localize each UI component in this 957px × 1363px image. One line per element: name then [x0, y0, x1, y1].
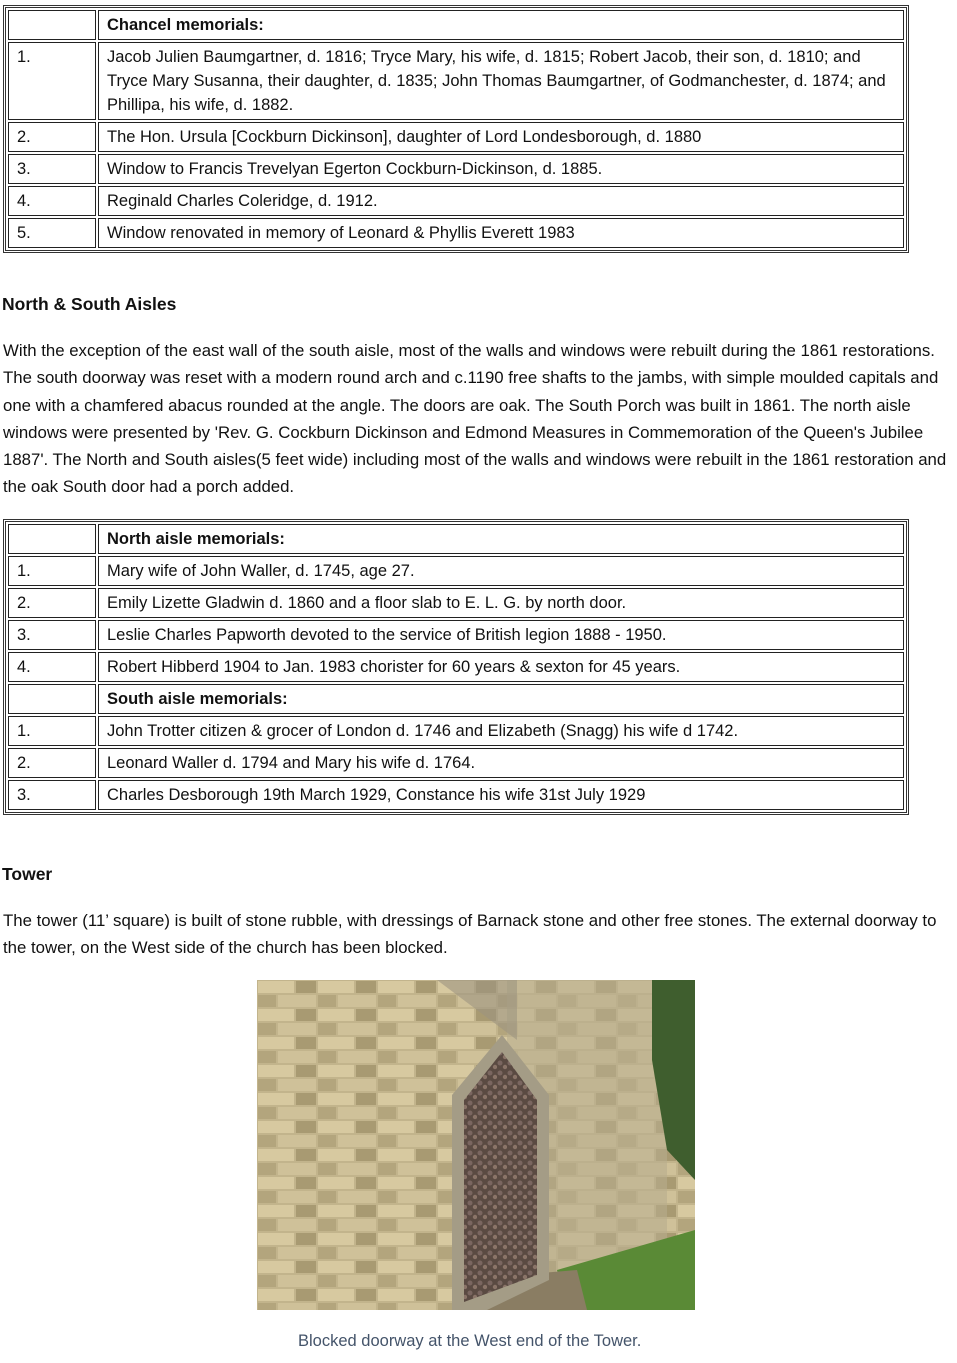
row-text: John Trotter citizen & grocer of London d. 1746 and Elizabeth (Snagg) his wife d 1742. — [98, 716, 904, 746]
table-row — [8, 556, 904, 586]
table-header-row — [8, 524, 904, 554]
row-number: 5. — [8, 218, 96, 248]
row-text: Window to Francis Trevelyan Egerton Cockburn-Dickinson, d. 1885. — [98, 154, 904, 184]
row-text: Charles Desborough 19th March 1929, Constance his wife 31st July 1929 — [98, 780, 904, 810]
row-number: 2. — [8, 122, 96, 152]
table-row — [8, 716, 904, 746]
table-row — [8, 748, 904, 778]
table-header-row — [8, 684, 904, 714]
row-text: Window renovated in memory of Leonard & Phyllis Everett 1983 — [98, 218, 904, 248]
row-text: Jacob Julien Baumgartner, d. 1816; Tryce Mary, his wife, d. 1815; Robert Jacob, their son, d. 1810; and Tryce Mary Susanna, their daughter, d. 1835; John Thomas Baumgartner, of Godmanchester, d. 1874; and Phillipa, his wife, d. 1882. — [98, 42, 904, 120]
row-text: Robert Hibberd 1904 to Jan. 1983 chorister for 60 years & sexton for 45 years. — [98, 652, 904, 682]
row-text: Mary wife of John Waller, d. 1745, age 27. — [98, 556, 904, 586]
row-number: 1. — [8, 716, 96, 746]
table-row — [8, 780, 904, 810]
tower-doorway-photo — [257, 980, 695, 1310]
row-number: 4. — [8, 186, 96, 216]
row-number: 3. — [8, 154, 96, 184]
row-text: The Hon. Ursula [Cockburn Dickinson], daughter of Lord Londesborough, d. 1880 — [98, 122, 904, 152]
row-number: 1. — [8, 556, 96, 586]
table-row — [8, 620, 904, 650]
table-row — [8, 122, 904, 152]
header-num-cell — [8, 684, 96, 714]
row-number: 3. — [8, 620, 96, 650]
row-number: 2. — [8, 748, 96, 778]
chancel-heading: Chancel memorials: — [98, 10, 904, 40]
row-number: 4. — [8, 652, 96, 682]
header-num-cell — [8, 524, 96, 554]
aisles-heading: North & South Aisles — [2, 294, 177, 314]
row-text: Leslie Charles Papworth devoted to the service of British legion 1888 - 1950. — [98, 620, 904, 650]
south-aisle-heading: South aisle memorials: — [98, 684, 904, 714]
row-number: 1. — [8, 42, 96, 120]
table-row — [8, 154, 904, 184]
row-text: Leonard Waller d. 1794 and Mary his wife d. 1764. — [98, 748, 904, 778]
aisle-memorials-table — [3, 519, 909, 815]
aisles-paragraph: With the exception of the east wall of the south aisle, most of the walls and windows were rebuilt during the 1861 restorations. The south doorway was reset with a modern round arch and c.1190 free shafts to the jambs, with simple moulded capitals and one with a chamfered abacus rounded at the angle. The doors are oak. The South Porch was built in 1861. The north aisle windows were presented by 'Rev. G. Cockburn Dickinson and Edmond Measures in Commemoration of the Queen's Jubilee 1887'. The North and South aisles(5 feet wide) including most of the walls and windows were rebuilt in the 1861 restoration and the oak South door had a porch added. — [3, 341, 947, 497]
tower-heading: Tower — [2, 864, 53, 884]
row-number: 2. — [8, 588, 96, 618]
table-row — [8, 588, 904, 618]
tower-paragraph: The tower (11’ square) is built of stone rubble, with dressings of Barnack stone and other free stones. The external doorway to the tower, on the West side of the church has been blocked. — [3, 911, 937, 958]
table-header-row — [8, 10, 904, 40]
photo-caption: Blocked doorway at the West end of the Tower. — [298, 1332, 642, 1350]
table-row — [8, 42, 904, 120]
row-text: Reginald Charles Coleridge, d. 1912. — [98, 186, 904, 216]
table-row — [8, 218, 904, 248]
table-row — [8, 186, 904, 216]
header-num-cell — [8, 10, 96, 40]
north-aisle-heading: North aisle memorials: — [98, 524, 904, 554]
row-number: 3. — [8, 780, 96, 810]
photo-illustration — [257, 980, 695, 1310]
table-row — [8, 652, 904, 682]
chancel-memorials-table — [3, 5, 909, 253]
row-text: Emily Lizette Gladwin d. 1860 and a floor slab to E. L. G. by north door. — [98, 588, 904, 618]
